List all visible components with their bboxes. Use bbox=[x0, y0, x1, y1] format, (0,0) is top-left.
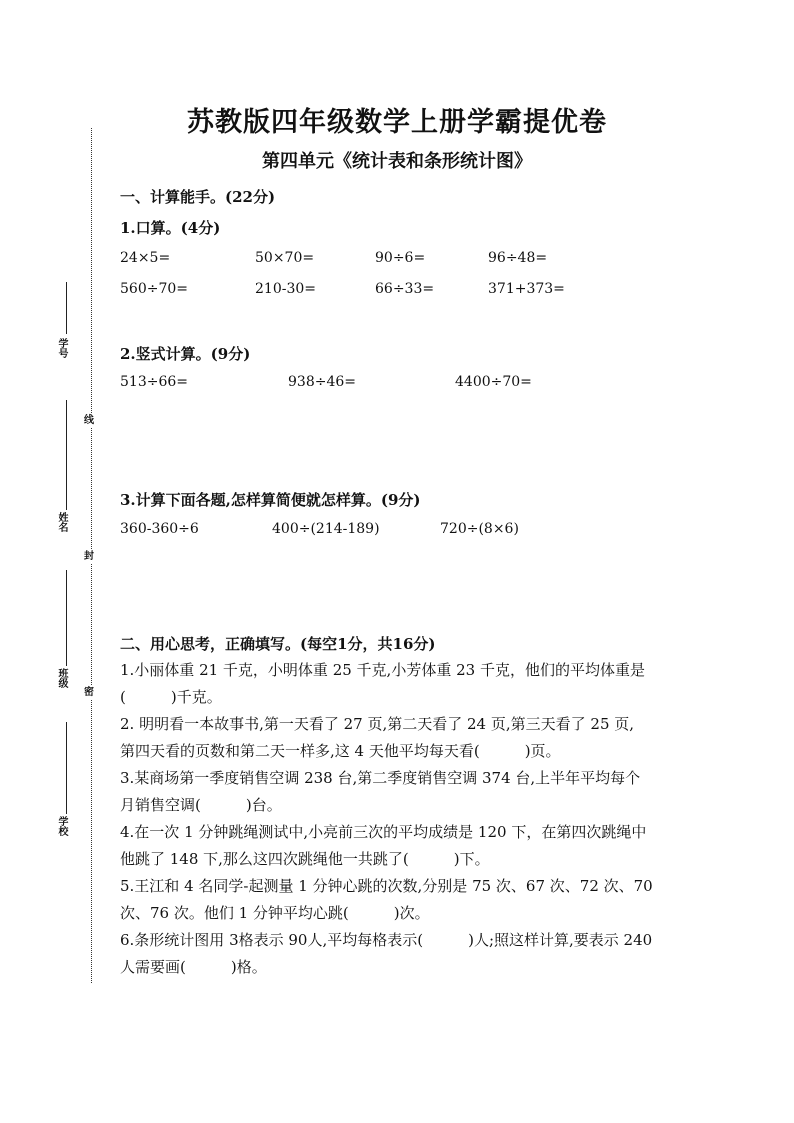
vertical-calc-item: 513÷66= bbox=[120, 374, 188, 390]
oral-calc-item: 66÷33= bbox=[375, 281, 435, 297]
school-line[interactable] bbox=[66, 722, 67, 814]
question-4-line-1: 4.在一次 1 分钟跳绳测试中,小亮前三次的平均成绩是 120 下，在第四次跳绳中 bbox=[120, 823, 647, 841]
question-6-line-2: 人需要画( )格。 bbox=[120, 958, 267, 976]
question-2-line-2: 第四天看的页数和第二天一样多,这 4 天他平均每天看( )页。 bbox=[120, 742, 561, 760]
question-3-line-1: 3.某商场第一季度销售空调 238 台,第二季度销售空调 374 台,上半年平均每个 bbox=[120, 769, 641, 787]
question-4-line-2: 他跳了 148 下,那么这四次跳绳他一共跳了( )下。 bbox=[120, 850, 490, 868]
question-1-line-2: ( )千克。 bbox=[120, 688, 222, 706]
question-5-line-2: 次、76 次。他们 1 分钟平均心跳( )次。 bbox=[120, 904, 430, 922]
class-line[interactable] bbox=[66, 570, 67, 666]
question-3-line-2: 月销售空调( )台。 bbox=[120, 796, 282, 814]
name-line[interactable] bbox=[66, 400, 67, 510]
fill-in-questions bbox=[120, 657, 680, 981]
oral-calc-item: 24×5= bbox=[120, 250, 171, 266]
seal-char-seal: 封 bbox=[84, 551, 94, 562]
school-label: 学校 bbox=[56, 816, 67, 836]
question-5-line-1: 5.王江和 4 名同学-起测量 1 分钟心跳的次数,分别是 75 次、67 次、72 次、70 bbox=[120, 877, 653, 895]
page-title: 苏教版四年级数学上册学霸提优卷 bbox=[187, 107, 607, 138]
simplify-calc-item: 400÷(214-189) bbox=[272, 521, 380, 537]
student-number-label: 学号 bbox=[56, 338, 67, 358]
question-1-line-1: 1.小丽体重 21 千克，小明体重 25 千克,小芳体重 23 千克，他们的平均体重是 bbox=[120, 661, 645, 679]
simplify-calc-item: 720÷(8×6) bbox=[440, 521, 519, 537]
seal-char-secret: 密 bbox=[84, 687, 94, 698]
simplify-calc-item: 360-360÷6 bbox=[120, 521, 199, 537]
vertical-calc-item: 4400÷70= bbox=[455, 374, 532, 390]
seal-char-line: 线 bbox=[84, 415, 94, 426]
oral-calc-item: 90÷6= bbox=[375, 250, 426, 266]
oral-calc-item: 50×70= bbox=[255, 250, 315, 266]
part2-heading: 2.竖式计算。(9分) bbox=[120, 345, 251, 363]
question-2-line-1: 2. 明明看一本故事书,第一天看了 27 页,第二天看了 24 页,第三天看了 25 页, bbox=[120, 715, 635, 733]
student-number-line[interactable] bbox=[66, 282, 67, 334]
part1-heading: 1.口算。(4分) bbox=[120, 219, 221, 237]
vertical-calc-item: 938÷46= bbox=[288, 374, 356, 390]
page-subtitle: 第四单元《统计表和条形统计图》 bbox=[262, 151, 532, 172]
name-label: 姓名 bbox=[56, 512, 67, 532]
oral-calc-item: 371+373= bbox=[488, 281, 565, 297]
section2-heading: 二、用心思考，正确填写。(每空1分，共16分) bbox=[120, 635, 436, 653]
oral-calc-item: 560÷70= bbox=[120, 281, 188, 297]
class-label: 班级 bbox=[56, 668, 67, 688]
oral-calc-item: 96÷48= bbox=[488, 250, 548, 266]
question-6-line-1: 6.条形统计图用 3格表示 90人,平均每格表示( )人;照这样计算,要表示 240 bbox=[120, 931, 653, 949]
section1-heading: 一、计算能手。(22分) bbox=[120, 188, 276, 206]
part3-heading: 3.计算下面各题,怎样算简便就怎样算。(9分) bbox=[120, 491, 421, 509]
oral-calc-item: 210-30= bbox=[255, 281, 316, 297]
